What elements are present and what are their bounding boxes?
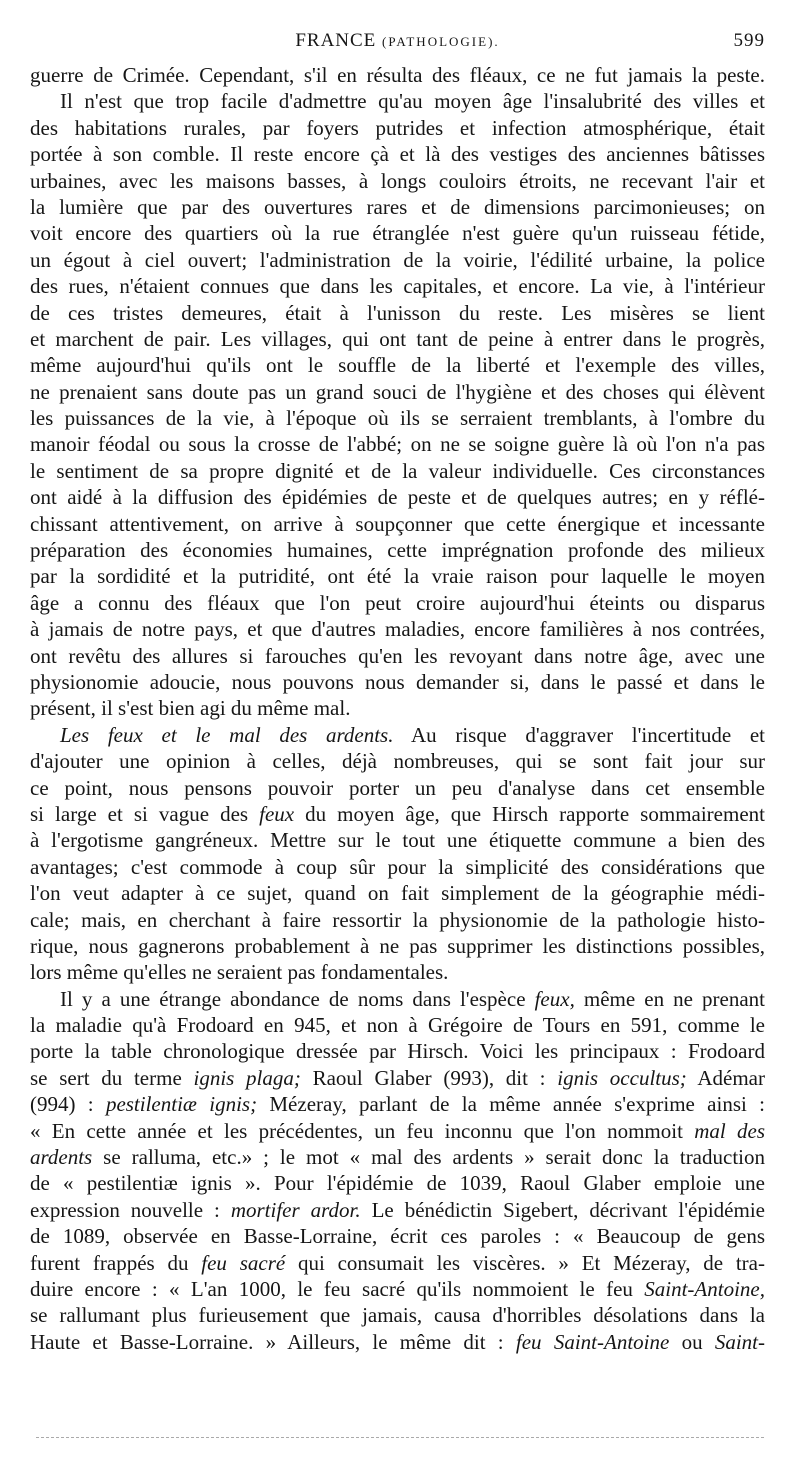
text-segment: qui consumait les viscères. » Et Mézeray, de tra-	[285, 1250, 765, 1275]
text-segment: Mézeray, parlant de la même année s'exprime ainsi :	[257, 1092, 765, 1117]
text-segment: expression nouvelle :	[30, 1197, 231, 1222]
text-line	[30, 933, 765, 959]
text-segment: Il y a une étrange abondance de noms dans l'espèce	[60, 986, 535, 1011]
text-segment: si large et si vague des	[30, 801, 260, 826]
text-line	[30, 616, 765, 642]
text-line	[30, 1302, 765, 1328]
text-segment: se ralluma, etc.» ; le mot « mal des ardents » serait donc la traduction	[92, 1145, 765, 1170]
running-header	[30, 30, 765, 58]
italic-segment: feu Saint-Antoine	[515, 1329, 670, 1354]
page-number: 599	[733, 30, 765, 51]
text-line	[30, 247, 765, 273]
text-segment: Au risque d'aggraver l'incertitude et	[393, 722, 765, 747]
text-segment: rique, nous gagnerons probablement à ne pas supprimer les distinctions possibles,	[30, 933, 765, 958]
text-line	[30, 537, 765, 563]
text-segment: ont revêtu des allures si farouches qu'en les revoyant dans notre âge, avec une	[30, 643, 765, 668]
text-line	[30, 590, 765, 616]
italic-segment: ardents	[30, 1145, 93, 1170]
text-segment: à l'ergotisme gangréneux. Mettre sur le tout une étiquette commune a bien des	[30, 828, 765, 853]
text-line	[30, 379, 765, 405]
text-segment: lors même qu'elles ne seraient pas fondamentales.	[30, 960, 449, 985]
text-line	[30, 88, 765, 114]
text-line	[30, 986, 765, 1012]
text-line	[30, 405, 765, 431]
text-line	[30, 1065, 765, 1091]
text-segment: un égout à ciel ouvert; l'administration de la voirie, l'édilité urbaine, la police	[30, 247, 765, 272]
text-segment: par la sordidité et la putridité, ont été la vraie raison pour laquelle le moyen	[30, 564, 765, 589]
italic-segment: pestilentiæ ignis;	[105, 1092, 258, 1117]
italic-segment: ignis plaga;	[193, 1065, 301, 1090]
italic-segment: ignis occultus;	[557, 1065, 687, 1090]
text-segment: ce point, nous pensons pouvoir porter un peu d'analyse dans cet ensemble	[30, 775, 765, 800]
text-line	[30, 907, 765, 933]
text-line	[30, 194, 765, 220]
text-segment: de 1089, observée en Basse-Lorraine, écrit ces paroles : « Beaucoup de gens	[30, 1224, 765, 1249]
text-segment: les puissances de la vie, à l'époque où ils se serraient tremblants, à l'ombre du	[30, 406, 765, 431]
text-segment: des rues, n'étaient connues que dans les capitales, et encore. La vie, à l'intérieur	[30, 274, 765, 299]
text-segment: chissant attentivement, on arrive à soupçonner que cette énergique et incessante	[30, 511, 765, 536]
text-segment: de « pestilentiæ ignis ». Pour l'épidémie de 1039, Raoul Glaber emploie une	[30, 1171, 765, 1196]
italic-segment: mal des	[694, 1118, 765, 1143]
text-line	[30, 1012, 765, 1038]
text-line	[30, 669, 765, 695]
italic-segment: feux,	[534, 986, 575, 1011]
text-segment: portée à son comble. Il reste encore çà et là des vestiges des anciennes bâtisses	[30, 142, 765, 167]
text-line	[30, 854, 765, 880]
text-line	[30, 1170, 765, 1196]
text-segment: à jamais de notre pays, et que d'autres maladies, encore familières à nos contrées,	[30, 617, 765, 642]
text-line	[30, 1144, 765, 1170]
text-segment: urbaines, avec les maisons basses, à longs couloirs étroits, ne recevant l'air et	[30, 168, 765, 193]
text-segment: avantages; c'est commode à coup sûr pour la simplicité des considérations que	[30, 854, 765, 879]
text-line	[30, 801, 765, 827]
text-line	[30, 722, 765, 748]
text-line	[30, 273, 765, 299]
text-segment: la maladie qu'à Frodoard en 945, et non à Grégoire de Tours en 591, comme le	[30, 1013, 765, 1038]
footer-rule	[36, 1437, 764, 1438]
text-segment: guerre de Crimée. Cependant, s'il en résulta des fléaux, ce ne fut jamais la peste.	[30, 63, 765, 87]
text-segment: de ces tristes demeures, était à l'unisson du reste. Les misères se lient	[30, 300, 765, 325]
text-line	[30, 220, 765, 246]
text-line	[30, 1091, 765, 1117]
text-line	[30, 511, 765, 537]
text-line	[30, 1197, 765, 1223]
text-line	[30, 1250, 765, 1276]
text-segment: « En cette année et les précédentes, un feu inconnu que l'on nommoit	[30, 1118, 695, 1143]
text-line	[30, 168, 765, 194]
italic-segment: feu sacré	[201, 1250, 286, 1275]
text-segment: voit encore des quartiers où la rue étranglée n'est guère qu'un ruisseau fétide,	[30, 221, 765, 246]
text-line	[30, 458, 765, 484]
text-segment: même aujourd'hui qu'ils ont le souffle de la liberté et l'exemple des villes,	[30, 353, 765, 378]
italic-segment: mortifer ardor.	[230, 1197, 361, 1222]
italic-segment: Saint-	[714, 1329, 765, 1354]
text-line	[30, 62, 765, 88]
body-text	[30, 62, 765, 1355]
text-segment: manoir féodal ou sous la crosse de l'abbé; on ne se soigne guère là où l'on n'a pas	[30, 432, 765, 457]
text-segment: Adémar	[686, 1065, 765, 1090]
text-line	[30, 643, 765, 669]
text-line	[30, 748, 765, 774]
italic-segment: Saint-Antoine,	[644, 1276, 765, 1301]
text-segment: Le bénédictin Sigebert, décrivant l'épidémie	[360, 1197, 765, 1222]
text-segment: et marchent de pair. Les villages, qui ont tant de peine à entrer dans le progrès,	[30, 326, 765, 351]
text-line	[30, 1329, 765, 1355]
text-segment: du moyen âge, que Hirsch rapporte sommairement	[294, 801, 765, 826]
text-line	[30, 827, 765, 853]
text-segment: Il n'est que trop facile d'admettre qu'au moyen âge l'insalubrité des villes et	[60, 89, 765, 114]
text-segment: même en ne prenant	[574, 986, 765, 1011]
text-segment: ou	[669, 1329, 715, 1354]
running-title-sub: (PATHOLOGIE).	[382, 34, 500, 49]
running-title-main: FRANCE	[295, 30, 377, 51]
text-segment: se sert du terme	[30, 1065, 194, 1090]
text-line	[30, 880, 765, 906]
running-title	[30, 30, 765, 52]
text-segment: Haute et Basse-Lorraine. » Ailleurs, le même dit :	[30, 1329, 516, 1354]
text-line	[30, 959, 765, 985]
text-line	[30, 300, 765, 326]
text-segment: le sentiment de sa propre dignité et de la valeur individuelle. Ces circonstances	[30, 458, 765, 483]
text-segment: porte la table chronologique dressée par Hirsch. Voici les principaux : Frodoard	[30, 1039, 765, 1064]
text-segment: présent, il s'est bien agi du même mal.	[30, 696, 351, 721]
text-segment: (994) :	[30, 1092, 106, 1117]
text-segment: furent frappés du	[30, 1250, 202, 1275]
text-segment: physionomie adoucie, nous pouvons nous demander si, dans le passé et dans le	[30, 669, 765, 694]
text-segment: Raoul Glaber (993), dit :	[300, 1065, 558, 1090]
italic-segment: Les feux et le mal des ardents.	[60, 722, 394, 747]
text-segment: la lumière que par des ouvertures rares et de dimensions parcimonieuses; on	[30, 194, 765, 219]
text-line	[30, 563, 765, 589]
text-line	[30, 775, 765, 801]
text-segment: l'on veut adapter à ce sujet, quand on fait simplement de la géographie médi-	[30, 881, 765, 906]
text-line	[30, 1276, 765, 1302]
text-segment: préparation des économies humaines, cette imprégnation profonde des milieux	[30, 538, 765, 563]
text-segment: se rallumant plus furieusement que jamais, causa d'horribles désolations dans la	[30, 1303, 765, 1328]
text-segment: d'ajouter une opinion à celles, déjà nombreuses, qui se sont fait jour sur	[30, 749, 765, 774]
text-segment: duire encore : « L'an 1000, le feu sacré qu'ils nommoient le feu	[30, 1276, 645, 1301]
text-line	[30, 695, 765, 721]
text-line	[30, 115, 765, 141]
text-line	[30, 1038, 765, 1064]
text-line	[30, 352, 765, 378]
text-line	[30, 326, 765, 352]
italic-segment: feux	[259, 801, 295, 826]
text-segment: des habitations rurales, par foyers putrides et infection atmosphérique, était	[30, 115, 765, 140]
text-line	[30, 484, 765, 510]
text-line	[30, 431, 765, 457]
text-line	[30, 1223, 765, 1249]
text-segment: cale; mais, en cherchant à faire ressortir la physionomie de la pathologie histo-	[30, 907, 765, 932]
text-line	[30, 141, 765, 167]
text-segment: âge a connu des fléaux que l'on peut croire aujourd'hui éteints ou disparus	[30, 590, 765, 615]
text-segment: ont aidé à la diffusion des épidémies de peste et de quelques autres; en y réflé-	[30, 485, 765, 510]
text-segment: ne prenaient sans doute pas un grand souci de l'hygiène et des choses qui élèvent	[30, 379, 765, 404]
text-line	[30, 1118, 765, 1144]
